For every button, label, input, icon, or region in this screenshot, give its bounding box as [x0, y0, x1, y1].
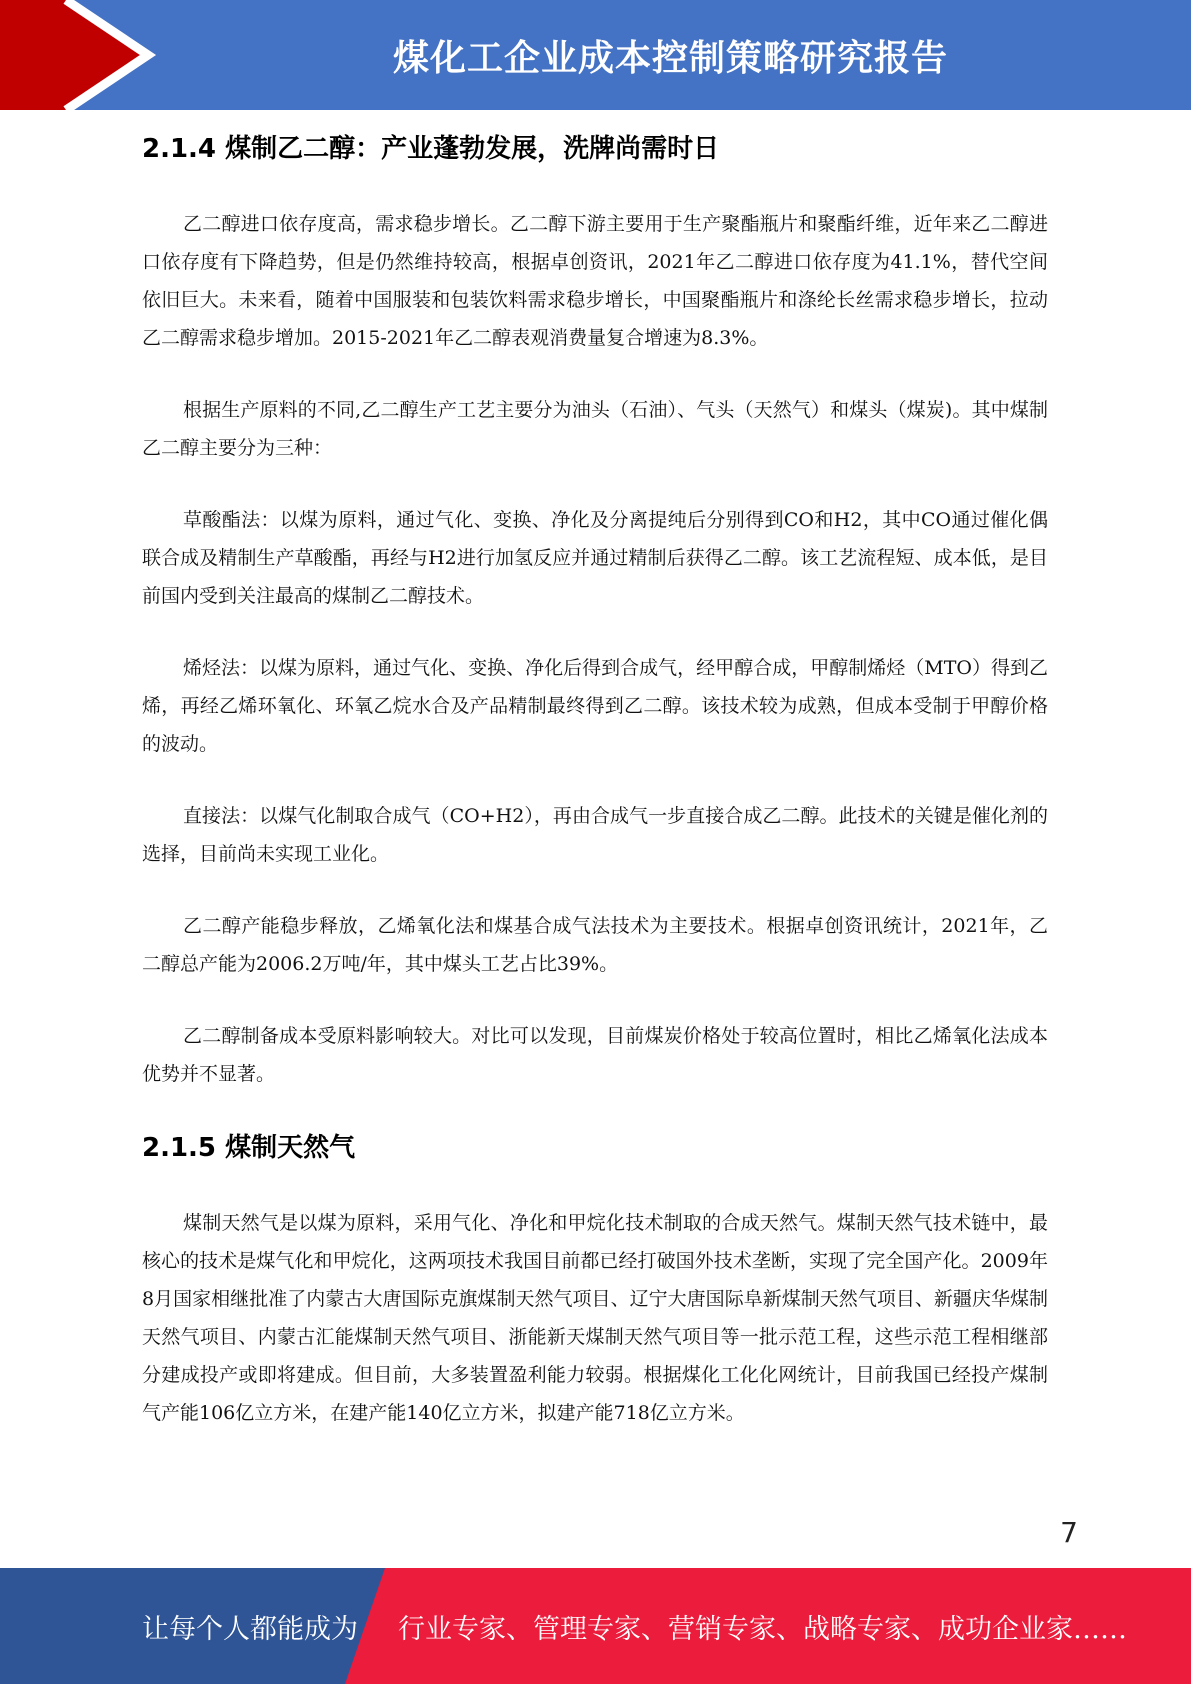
- footer-slogan-right: 行业专家、管理专家、营销专家、战略专家、成功企业家……: [398, 1613, 1127, 1645]
- footer-slogan-left: 让每个人都能成为: [142, 1613, 358, 1645]
- paragraph: 煤制天然气是以煤为原料，采用气化、净化和甲烷化技术制取的合成天然气。煤制天然气技术链中，最核心的技术是煤气化和甲烷化，这两项技术我国目前都已经打破国外技术垄断，实现了完全国产化。2009年8月国家相继批准了内蒙古大唐国际克旗煤制天然气项目、辽宁大唐国际阜新煤制天然气项目、新疆庆华煤制天然气项目、内蒙古汇能煤制天然气项目、浙能新天煤制天然气项目等一批示范工程，这些示范工程相继部分建成投产或即将建成。但目前，大多装置盈利能力较弱。根据煤化工化化网统计，目前我国已经投产煤制气产能106亿立方米，在建产能140亿立方米，拟建产能718亿立方米。: [142, 1212, 1048, 1424]
- chevron-arrow-icon: [0, 0, 160, 110]
- paragraph: 乙二醇制备成本受原料影响较大。对比可以发现，目前煤炭价格处于较高位置时，相比乙烯氧化法成本优势并不显著。: [142, 1025, 1048, 1085]
- paragraph: 乙二醇产能稳步释放，乙烯氧化法和煤基合成气法技术为主要技术。根据卓创资讯统计，2021年，乙二醇总产能为2006.2万吨/年，其中煤头工艺占比39%。: [142, 915, 1048, 975]
- paragraph: 草酸酯法：以煤为原料，通过气化、变换、净化及分离提纯后分别得到CO和H2，其中CO通过催化偶联合成及精制生产草酸酯，再经与H2进行加氢反应并通过精制后获得乙二醇。该工艺流程短、成本低，是目前国内受到关注最高的煤制乙二醇技术。: [142, 509, 1048, 607]
- document-title: 煤化工企业成本控制策略研究报告: [392, 37, 948, 79]
- paragraph: 根据生产原料的不同,乙二醇生产工艺主要分为油头（石油）、气头（天然气）和煤头（煤炭)。其中煤制乙二醇主要分为三种：: [142, 399, 1048, 459]
- paragraph: 乙二醇进口依存度高，需求稳步增长。乙二醇下游主要用于生产聚酯瓶片和聚酯纤维，近年来乙二醇进口依存度有下降趋势，但是仍然维持较高，根据卓创资讯，2021年乙二醇进口依存度为41.1%，替代空间依旧巨大。未来看，随着中国服装和包装饮料需求稳步增长，中国聚酯瓶片和涤纶长丝需求稳步增长，拉动乙二醇需求稳步增加。2015-2021年乙二醇表观消费量复合增速为8.3%。: [142, 213, 1048, 349]
- page-number: 7: [1060, 1516, 1078, 1549]
- header-band: [0, 0, 1191, 110]
- paragraph: 烯烃法：以煤为原料，通过气化、变换、净化后得到合成气，经甲醇合成，甲醇制烯烃（MTO）得到乙烯，再经乙烯环氧化、环氧乙烷水合及产品精制最终得到乙二醇。该技术较为成熟，但成本受制于甲醇价格的波动。: [142, 657, 1048, 755]
- footer-band: [0, 1568, 1191, 1684]
- section-heading-2-1-5: 2.1.5 煤制天然气: [142, 1133, 356, 1163]
- page-content: [142, 128, 1048, 1432]
- paragraph: 直接法：以煤气化制取合成气（CO+H2），再由合成气一步直接合成乙二醇。此技术的关键是催化剂的选择，目前尚未实现工业化。: [142, 805, 1048, 865]
- section-heading-2-1-4: 2.1.4 煤制乙二醇：产业蓬勃发展，洗牌尚需时日: [142, 134, 720, 164]
